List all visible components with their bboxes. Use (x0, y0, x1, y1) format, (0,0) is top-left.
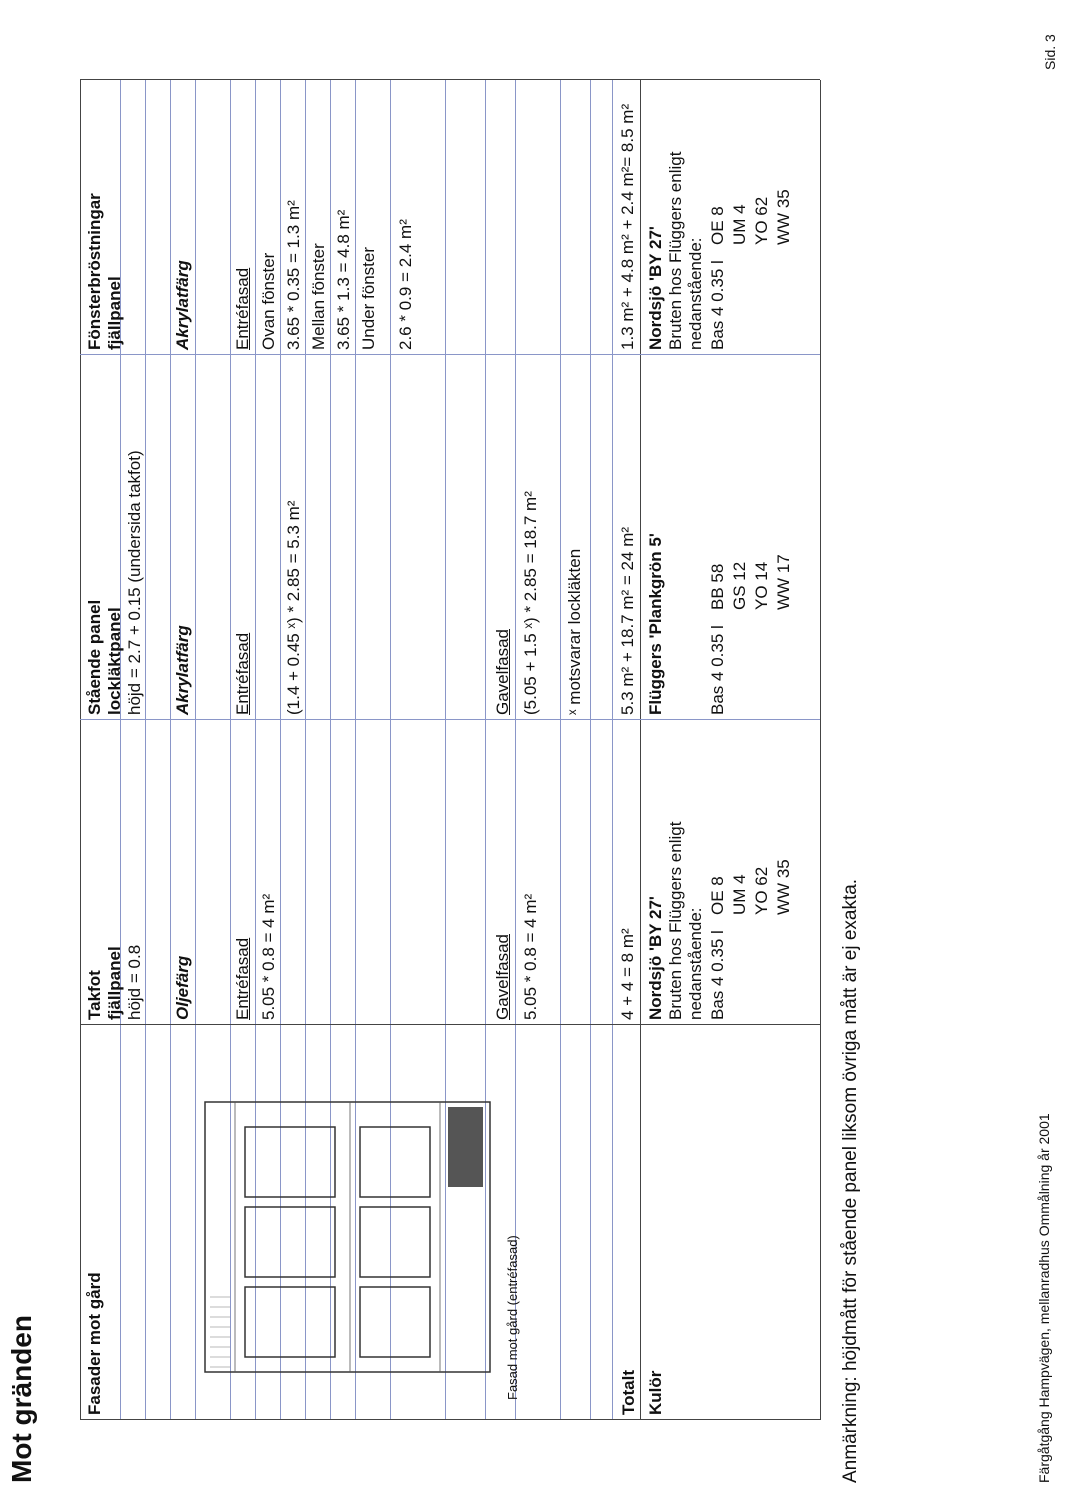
col3-paint: Akrylatfärg (173, 260, 192, 350)
col1-calc-2: 5.05 * 0.8 = 4 m² (521, 893, 540, 1020)
col3-section-1: Entréfasad (233, 267, 252, 350)
facade-drawing (200, 1093, 500, 1377)
col1-code-2: UM 4 (730, 874, 749, 915)
page-title: Mot gränden (6, 1315, 37, 1483)
col3-total: 1.3 m² + 4.8 m² + 2.4 m²= 8.5 m² (618, 103, 637, 350)
col3-header-2: fjällpanel (105, 276, 124, 350)
col2-code-2: GS 12 (730, 561, 749, 610)
col2-calc-2: (5.05 + 1.5 ˣ) * 2.85 = 18.7 m² (521, 491, 540, 715)
col3-code-4: WW 35 (774, 189, 793, 245)
footer: Färgåtgång Hampvägen, mellanradhus Ommålning år 2001 (1036, 1113, 1052, 1483)
row-head-color: Kulör (646, 1370, 665, 1415)
col2-code-3: YO 14 (752, 561, 771, 610)
col3-header-1: Fönsterbröstningar (85, 193, 104, 350)
note: Anmärkning: höjdmått för stående panel liksom övriga mått är ej exakta. (840, 878, 861, 1483)
col3-code-1: OE 8 (708, 206, 727, 245)
col2-base: Bas 4 0.35 l (708, 625, 727, 715)
col2-calc-1: (1.4 + 0.45 ˣ) * 2.85 = 5.3 m² (284, 500, 303, 715)
col3-code-2: UM 4 (730, 204, 749, 245)
col3-label-2: Mellan fönster (309, 243, 328, 350)
page-number: Sid. 3 (1042, 34, 1058, 70)
col2-footnote: ˣ motsvarar lockläkten (565, 548, 584, 715)
col2-code-1: BB 58 (708, 563, 727, 610)
col3-calc-2: 3.65 * 1.3 = 4.8 m² (334, 209, 353, 350)
col1-total: 4 + 4 = 8 m² (618, 928, 637, 1020)
col1-header-3: höjd = 0.8 (125, 944, 144, 1020)
col1-base: Bas 4 0.35 l (708, 930, 727, 1020)
col3-label-3: Under fönster (359, 247, 378, 350)
col3-code-3: YO 62 (752, 196, 771, 245)
col2-paint: Akrylatfärg (173, 625, 192, 715)
col1-section-1: Entréfasad (233, 937, 252, 1020)
col2-section-2: Gavelfasad (493, 629, 512, 715)
row-head-total: Totalt (619, 1369, 638, 1415)
col1-code-3: YO 62 (752, 866, 771, 915)
row-head-facades: Fasader mot gård (85, 1272, 104, 1415)
col3-base: Bas 4 0.35 l (708, 260, 727, 350)
col2-total: 5.3 m² + 18.7 m² = 24 m² (618, 526, 637, 715)
col2-header-2: lockläktpanel (105, 607, 124, 715)
col1-calc-1: 5.05 * 0.8 = 4 m² (259, 893, 278, 1020)
col2-section-1: Entréfasad (233, 632, 252, 715)
col1-code-4: WW 35 (774, 859, 793, 915)
col1-color-note-1: Bruten hos Flüggers enligt (666, 821, 685, 1020)
col3-calc-1: 3.65 * 0.35 = 1.3 m² (284, 200, 303, 350)
col3-color-note-2: nedanstående: (686, 237, 705, 350)
col3-label-1: Ovan fönster (259, 252, 278, 350)
col2-code-4: WW 17 (774, 554, 793, 610)
col2-header-1: Stående panel (85, 599, 104, 715)
col1-header-1: Takfot (85, 970, 104, 1020)
col1-section-2: Gavelfasad (493, 934, 512, 1020)
col2-header-3: höjd = 2.7 + 0.15 (undersida takfot) (125, 450, 144, 715)
col3-color-note-1: Bruten hos Flüggers enligt (666, 151, 685, 350)
facade-caption: Fasad mot gård (entréfasad) (505, 1235, 520, 1400)
col2-color-name: Flüggers 'Plankgrön 5' (646, 533, 665, 715)
col1-color-note-2: nedanstående: (686, 907, 705, 1020)
col3-calc-3: 2.6 * 0.9 = 2.4 m² (396, 219, 415, 350)
col3-color-name: Nordsjö 'BY 27' (646, 226, 665, 350)
col1-header-2: fjällpanel (105, 946, 124, 1020)
col1-paint: Oljefärg (173, 955, 192, 1020)
col1-color-name: Nordsjö 'BY 27' (646, 896, 665, 1020)
col1-code-1: OE 8 (708, 876, 727, 915)
